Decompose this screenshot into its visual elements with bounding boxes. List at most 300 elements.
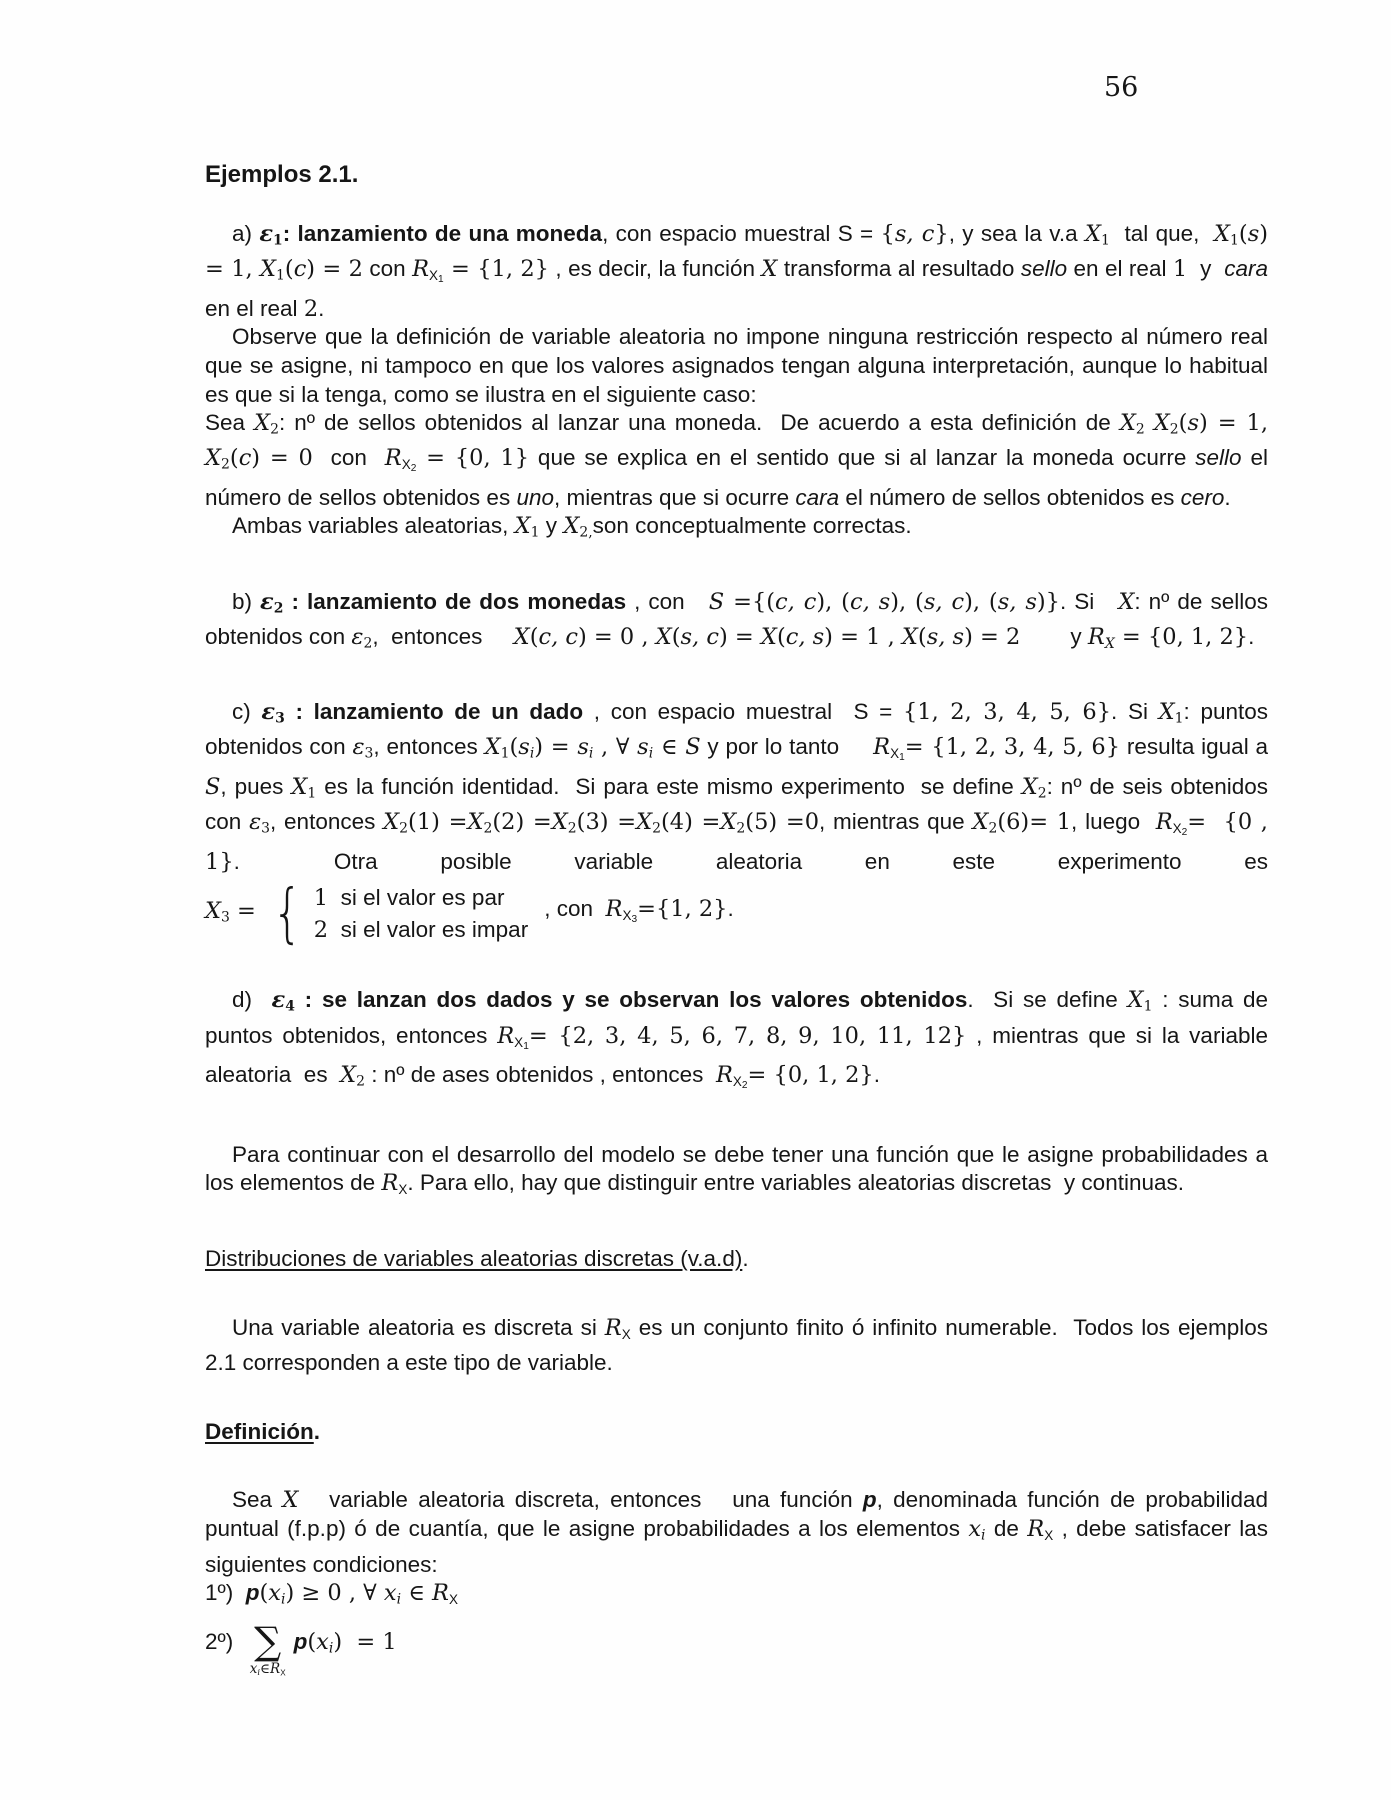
text-run: 2 (399, 820, 409, 837)
text-run: c, s (849, 588, 891, 615)
condition-label (205, 1621, 246, 1657)
text-run: i (529, 745, 535, 762)
text-run: 1 (899, 752, 905, 764)
text-run: X (1084, 221, 1101, 247)
text-run: : puntos obtenidos con (205, 699, 1275, 760)
text-run: S (708, 588, 725, 615)
text-run: . Otra posible variable aleatoria en este experimento es (233, 848, 1268, 874)
text-run: ≥ 0 , (294, 1580, 364, 1607)
text-run: 2 (1037, 785, 1047, 802)
text-run: 2 (1169, 421, 1179, 438)
text-run: 1 (530, 524, 540, 541)
text-run: X (732, 1074, 742, 1090)
text-run: X (655, 623, 672, 650)
piecewise-lhs (205, 897, 263, 932)
text-run: X (890, 746, 900, 762)
text-run: R (381, 1170, 399, 1197)
text-run: 2 (483, 820, 493, 837)
text-run: {1, 2, 3, 4, 5, 6} (931, 734, 1121, 761)
text-run: Distribuciones de variables aleatorias discretas (v.a.d) (205, 1246, 743, 1272)
text-run: . (1224, 484, 1231, 510)
text-run: X (551, 809, 568, 836)
text-run: p (245, 1580, 260, 1606)
text-run: (5) =0 (745, 809, 820, 836)
text-run: X (1153, 410, 1170, 437)
paragraph-c (205, 698, 1276, 876)
text-run: . (1248, 623, 1255, 649)
text-run: X (513, 623, 530, 650)
text-run: lanzamiento de una moneda (297, 221, 603, 246)
text-run: es la función identidad. Si para este mismo experimento se define (316, 774, 1022, 800)
text-run: ( (509, 734, 519, 761)
text-run: X (282, 1487, 299, 1514)
text-run: , con espacio muestral S = (602, 221, 881, 246)
summation (249, 1618, 286, 1681)
text-run: = (1114, 623, 1148, 650)
text-run: s, c (894, 221, 935, 247)
piecewise-case (314, 883, 528, 913)
text-run: si el valor es impar (328, 917, 529, 943)
text-run: ), ( (890, 588, 924, 615)
text-run: , mientras que (819, 809, 973, 835)
text-run: . Para ello, hay que distinguir entre variables aleatorias discretas y continuas. (407, 1170, 1184, 1196)
text-run: , mientras que si ocurre (554, 484, 796, 510)
heading-distribuciones (205, 1245, 1268, 1274)
text-run: {0, 1, 2} (773, 1062, 874, 1089)
text-run: X (1021, 774, 1038, 801)
text-run: ε (249, 809, 262, 836)
text-run: 2 (363, 635, 373, 652)
text-run: el número de sellos obtenidos es (839, 484, 1181, 510)
page-title (205, 160, 1268, 190)
text-run: X (1119, 410, 1136, 437)
text-run: a) (232, 221, 260, 246)
text-run: (1) = (408, 809, 468, 836)
text-run: ) (333, 1628, 343, 1655)
text-run: = (747, 1062, 774, 1089)
text-run: 2º) (205, 1628, 246, 1654)
summation-symbol: ∑ (254, 1618, 282, 1663)
text-run: x (383, 1580, 397, 1607)
text-run: : nº de sellos obtenidos con (205, 588, 1275, 649)
text-run: 2, (579, 524, 593, 541)
text-run: X (383, 809, 400, 836)
text-run: . (318, 295, 325, 321)
text-run: {( (751, 588, 776, 615)
text-run: . (313, 1418, 321, 1444)
text-run: 2 (273, 600, 284, 616)
text-run: ) (285, 1580, 295, 1607)
brace-glyph: { (272, 877, 303, 952)
text-run: = 1 (342, 1628, 397, 1655)
text-run: {1, 2, 3, 4, 5, 6} (902, 699, 1112, 726)
text-run: { (880, 221, 895, 247)
text-run: R (270, 1660, 281, 1677)
text-run: X (205, 897, 222, 924)
text-run: tal que, (1109, 221, 1214, 246)
text-run: ∈ (260, 1660, 271, 1677)
text-run: ( (1238, 221, 1248, 247)
text-run: 1 (1174, 710, 1184, 727)
text-run: s (577, 734, 589, 761)
text-run: : (284, 699, 314, 725)
text-run: X (1214, 221, 1231, 247)
text-run: 1 (313, 885, 329, 912)
text-run: : nº de ases obtenidos , entonces (364, 1062, 716, 1088)
text-run: 1 (1143, 998, 1153, 1015)
text-run: = (724, 588, 752, 615)
text-run: , con (626, 588, 709, 614)
text-run: , pues (220, 774, 292, 800)
text-run: de (985, 1516, 1028, 1542)
piecewise-range (544, 895, 734, 935)
text-run: 1 (1100, 232, 1110, 249)
text-run: ) = 2 (964, 623, 1021, 650)
text-run: si el valor es par (328, 885, 505, 911)
text-run: con (312, 445, 385, 471)
text-run: , entonces (373, 734, 485, 760)
paragraph-una-variable (205, 1314, 1275, 1378)
text-run: X (254, 410, 271, 437)
text-run: ), ( (964, 588, 998, 615)
text-run: ) = 0 (251, 445, 313, 472)
text-run: ( (529, 623, 539, 650)
text-run: R (873, 734, 891, 761)
text-run: X (1158, 699, 1175, 726)
text-run: X (1118, 588, 1135, 615)
text-run: . Si se define (967, 987, 1128, 1013)
text-run: X (636, 809, 653, 836)
text-run: X (484, 734, 501, 761)
text-run: X (1127, 987, 1144, 1014)
text-run: , entonces (372, 623, 514, 649)
text-run: ε (352, 734, 365, 761)
text-run: c (293, 256, 307, 283)
text-run: s, c (680, 623, 719, 650)
text-run: R (715, 1062, 733, 1089)
text-run: c, c (538, 623, 578, 650)
text-run: p (293, 1628, 308, 1654)
text-run: que se explica en el sentido que si al lanzar la moneda ocurre (529, 445, 1196, 471)
paragraph-a (205, 220, 1276, 323)
text-run: R (412, 256, 430, 283)
text-run: i (328, 1640, 334, 1657)
text-run: lanzamiento de dos monedas (306, 588, 627, 614)
text-run: S (205, 774, 221, 801)
text-run: (4) = (660, 809, 721, 836)
text-run: i (648, 745, 654, 762)
text-run: (6)= 1 (997, 809, 1072, 836)
text-run: ( (229, 445, 239, 472)
text-run: b) (232, 588, 261, 614)
text-run: X (901, 623, 918, 650)
page-number: 56 (1104, 72, 1139, 103)
text-run: 2 (313, 917, 329, 944)
piecewise-x3 (205, 877, 1268, 952)
text-run: uno (516, 484, 554, 510)
document-body (205, 160, 1276, 1681)
paragraph-ambas (205, 512, 1268, 547)
text-run: 3 (364, 745, 374, 762)
text-run: ∈ (401, 1580, 433, 1607)
text-run: X (760, 623, 777, 650)
text-run: , denominada función de probabilidad puntual (f.p.p) ó de cuantía, que le asigne probabilidades a los elementos (205, 1487, 1275, 1542)
text-run: X (1044, 1528, 1054, 1544)
text-run: = (637, 895, 656, 922)
text-run: Para continuar con el desarrollo del modelo se debe tener una función que le asigne probabilidades a los elementos de (205, 1141, 1275, 1196)
text-run: : (283, 588, 307, 614)
text-run: R (432, 1580, 449, 1607)
text-run: ( (307, 1628, 317, 1655)
text-run: y (1187, 256, 1225, 282)
text-run: c, c (775, 588, 817, 615)
text-run: c, s (785, 623, 825, 650)
text-run: R (1155, 809, 1173, 836)
text-run: Definición (205, 1418, 314, 1444)
paragraph-definicion (205, 1486, 1275, 1579)
text-run: s, c (923, 588, 965, 615)
text-run: s (1187, 410, 1199, 437)
text-run: R (605, 895, 623, 922)
text-run: = (528, 1022, 559, 1049)
text-run: ε (259, 221, 274, 247)
text-run: = (1187, 809, 1224, 836)
text-run: s (1247, 221, 1260, 247)
text-run: : (282, 221, 298, 246)
text-run: R (1087, 623, 1105, 650)
text-run: 2 (567, 820, 577, 837)
text-run: . (873, 1062, 880, 1088)
text-run: 3 (261, 820, 271, 837)
text-run: 2 (988, 820, 998, 837)
text-run: 2 (356, 1073, 365, 1090)
text-run: X (621, 1326, 631, 1342)
paragraph-sea-x2 (205, 409, 1276, 512)
text-run: , entonces (270, 809, 384, 835)
text-run: X (514, 1034, 524, 1050)
text-run: , mientras que si la variable aleatoria es (205, 1022, 1275, 1088)
text-run: ), ( (816, 588, 850, 615)
text-run: {0, 1, 2} (1147, 623, 1249, 650)
text-run: 2 (270, 421, 279, 438)
summation-body (294, 1621, 397, 1663)
text-run: = (229, 897, 264, 924)
text-run: X (260, 256, 277, 283)
text-run: s, s (926, 623, 965, 650)
text-run: X (972, 809, 989, 836)
text-run: {0 , 1} (205, 809, 1276, 875)
text-run: 2 (1181, 827, 1188, 839)
text-run: i (280, 1591, 286, 1608)
text-run: en el real (205, 256, 1275, 321)
text-run: X (401, 457, 411, 473)
text-run: , con espacio muestral S = (583, 699, 903, 725)
text-run: x (316, 1628, 329, 1655)
text-run: Ejemplos 2.1. (205, 161, 359, 188)
text-run: X (398, 1182, 408, 1198)
text-run: X (280, 1668, 286, 1678)
text-run: ∀ (615, 734, 638, 761)
summation-index (250, 1661, 286, 1681)
text-run: ) = 1 , (824, 623, 902, 650)
text-run: c (238, 445, 252, 472)
text-run: X (1172, 821, 1182, 837)
text-run: i (588, 745, 594, 762)
text-run: X (467, 809, 484, 836)
text-run: y (1020, 623, 1088, 649)
text-run: 4 (285, 998, 295, 1015)
text-run: 2 (741, 1080, 748, 1092)
text-run: 3 (221, 909, 230, 926)
text-run: cara (795, 484, 840, 510)
text-run: 3 (275, 710, 285, 727)
text-run: Ambas variables aleatorias, (232, 513, 515, 539)
text-run: 3 (631, 913, 638, 925)
text-run: X (340, 1062, 357, 1089)
text-run: = (904, 734, 932, 761)
text-run: x (968, 1516, 982, 1543)
text-run: X (205, 445, 222, 472)
text-run: d) (232, 987, 272, 1013)
text-run: S (685, 734, 701, 761)
text-run: es un conjunto finito ó infinito numerable. Todos los ejemplos 2.1 corresponden a este tipo de variable. (205, 1314, 1275, 1376)
text-run: ) = 1, (205, 221, 1276, 283)
text-run: , luego (1071, 809, 1156, 835)
text-run: 1 (523, 1040, 529, 1052)
text-run: i (396, 1591, 402, 1608)
piecewise-case (314, 915, 528, 945)
text-run: = (416, 445, 455, 472)
condition-2 (205, 1618, 1268, 1681)
text-run: } (934, 221, 949, 247)
text-run: : nº de sellos obtenidos al lanzar una moneda. De acuerdo a esta definición de (278, 410, 1120, 436)
text-run: sello (1195, 445, 1242, 471)
text-run: , (593, 734, 616, 761)
text-run: X (514, 513, 531, 540)
text-run: ) = 2 (306, 256, 363, 283)
text-run: X (720, 809, 737, 836)
text-run: ε (351, 623, 364, 650)
text-run: s, s (997, 588, 1037, 615)
text-run: 1 (500, 745, 510, 762)
text-run: , con (544, 895, 606, 921)
paragraph-d (205, 986, 1275, 1100)
text-run: cara (1224, 256, 1268, 282)
text-run: ∈ (653, 734, 686, 761)
text-run: 2 (736, 820, 746, 837)
text-run: ε (271, 987, 286, 1014)
text-run: s (637, 734, 649, 761)
text-run: transforma al resultado (777, 256, 1021, 282)
text-run: X (761, 256, 778, 283)
text-run: ( (284, 256, 294, 283)
text-run: X (291, 774, 308, 801)
text-run: : (294, 987, 322, 1013)
heading-definicion (205, 1418, 1268, 1447)
paragraph-observe (205, 323, 1275, 409)
text-run: X (448, 1592, 458, 1608)
text-run: 1 (273, 232, 283, 249)
text-run: 2 (652, 820, 661, 837)
text-run: sello (1020, 256, 1068, 282)
text-run: 2 (410, 463, 417, 475)
text-run: son conceptualmente correctas. (592, 513, 912, 539)
text-run: 1 (307, 785, 317, 802)
text-run: 1 (276, 267, 285, 284)
text-run: ( (671, 623, 681, 650)
text-run: i (981, 1527, 986, 1544)
text-run: X (1104, 635, 1115, 652)
text-run: con (362, 256, 413, 282)
text-run: se lanzan dos dados y se observan los valores obtenidos (321, 987, 968, 1013)
text-run (1145, 410, 1154, 435)
text-run: y (539, 513, 564, 539)
text-run: x (249, 1660, 258, 1677)
text-run: en el real (1067, 256, 1173, 282)
text-run: , es decir, la función (548, 256, 762, 282)
text-run: 1 (1172, 256, 1188, 283)
text-run: ( (776, 623, 786, 650)
text-run: 2 (303, 295, 319, 322)
text-run: 2 (1135, 421, 1145, 438)
text-run: x (268, 1580, 281, 1607)
text-run: variable aleatoria discreta, entonces una función (298, 1487, 863, 1513)
text-run: R (384, 445, 402, 472)
text-run: {0, 1} (454, 445, 530, 472)
text-run: cero (1180, 484, 1225, 510)
text-run: . (742, 1246, 749, 1272)
text-run: R (604, 1314, 622, 1341)
text-run: ( (259, 1580, 269, 1607)
text-run: p (862, 1487, 877, 1513)
text-run: {1, 2} (477, 256, 549, 283)
paragraph-b (205, 588, 1275, 659)
text-run: : suma de puntos obtenidos, entonces (205, 987, 1275, 1048)
text-run: (3) = (576, 809, 637, 836)
paragraph-continuar (205, 1141, 1275, 1205)
text-run: R (1027, 1516, 1045, 1543)
text-run: X (563, 513, 580, 540)
text-run: . Si (1059, 588, 1119, 614)
piecewise-cases (314, 883, 528, 945)
text-run: X (622, 907, 632, 923)
text-run: ε (260, 588, 274, 615)
text-run: (2) = (492, 809, 552, 836)
text-run: el número de sellos obtenidos es (205, 445, 1275, 510)
text-run: ∀ (363, 1580, 384, 1607)
text-run: ) = (534, 734, 578, 761)
text-run: 2 (221, 456, 230, 473)
text-run: = (443, 256, 478, 283)
text-run: y por lo tanto (700, 734, 874, 760)
text-run: 1 (438, 274, 444, 286)
text-run: )} (1036, 588, 1060, 615)
text-run: R (497, 1022, 515, 1049)
text-run: c) (232, 699, 262, 725)
text-run: ) = 1, (1199, 410, 1276, 437)
text-run: ) = 0 , (577, 623, 656, 650)
text-run: ε (261, 699, 276, 726)
text-run: lanzamiento de un dado (313, 699, 584, 725)
text-run: {1, 2} (655, 895, 728, 922)
condition-1 (205, 1579, 1268, 1615)
text-run: {2, 3, 4, 5, 6, 7, 8, 9, 10, 11, 12} (558, 1022, 967, 1049)
text-run: 1º) (205, 1580, 246, 1606)
text-run: , debe satisfacer las siguientes condiciones: (205, 1516, 1275, 1577)
text-run: Observe que la definición de variable aleatoria no impone ninguna restricción respecto al número real que se asigne, ni tampoco en que los valores asignados tengan alguna interpretación, aunque lo habitual es que si la tenga, como se ilustra en el siguiente caso: (205, 324, 1275, 407)
text-run: 1 (1230, 232, 1239, 249)
text-run: s (518, 734, 530, 761)
